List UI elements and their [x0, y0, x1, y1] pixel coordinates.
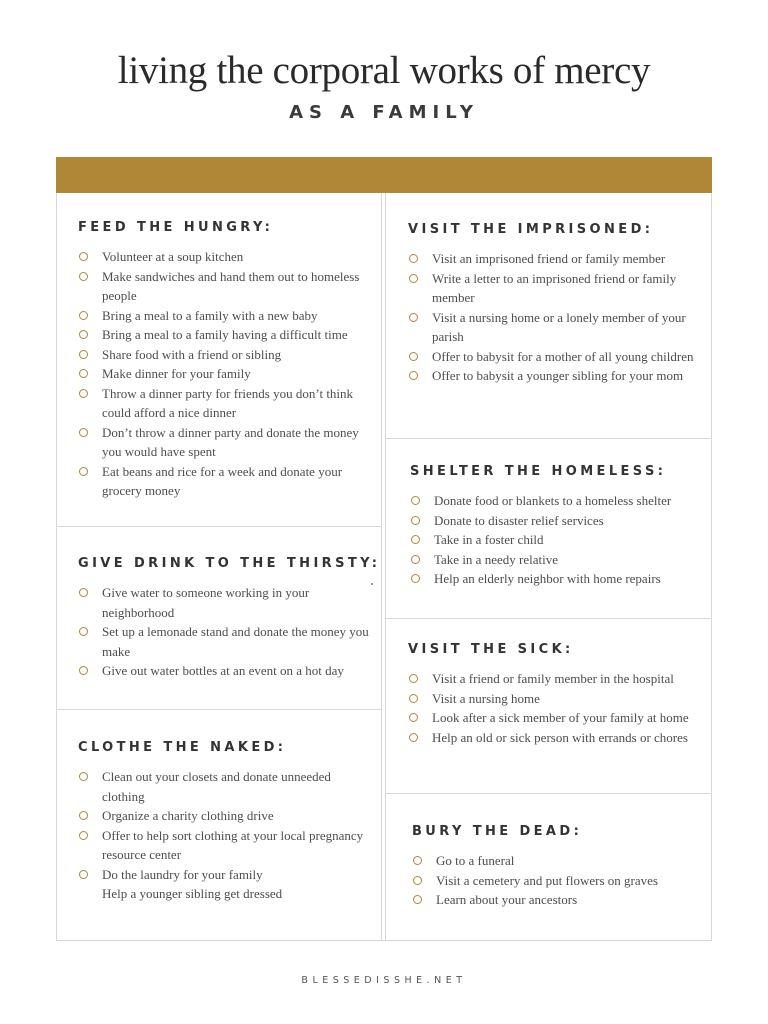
- section-title: FEED THE HUNGRY:: [78, 220, 274, 235]
- checklist-item[interactable]: [78, 462, 374, 501]
- checklist-item[interactable]: [408, 269, 698, 308]
- checklist-item[interactable]: [78, 865, 374, 885]
- checklist-item[interactable]: [408, 669, 700, 689]
- circle-checkbox-icon[interactable]: [79, 350, 88, 359]
- checklist-item[interactable]: [408, 249, 698, 269]
- item-label: Donate food or blankets to a homeless shelter: [434, 493, 672, 508]
- item-label: Take in a foster child: [434, 532, 544, 547]
- section-title: VISIT THE IMPRISONED:: [408, 222, 654, 237]
- circle-checkbox-icon[interactable]: [411, 555, 420, 564]
- checklist-item[interactable]: [412, 851, 702, 871]
- checklist-item[interactable]: [78, 364, 374, 384]
- checklist-item[interactable]: [408, 708, 700, 728]
- item-label: Donate to disaster relief services: [434, 512, 604, 528]
- circle-checkbox-icon[interactable]: [411, 516, 420, 525]
- section-title: VISIT THE SICK:: [408, 642, 574, 657]
- section-divider: [56, 526, 381, 527]
- circle-checkbox-icon[interactable]: [413, 895, 422, 904]
- item-label: Clean out your closets and donate unneeded clothing: [102, 769, 331, 804]
- checklist-item[interactable]: [410, 550, 700, 570]
- checklist-item[interactable]: [410, 530, 700, 550]
- section-title: CLOTHE THE NAKED:: [78, 740, 287, 755]
- section-bury-the-dead: [412, 824, 702, 910]
- checklist-item[interactable]: [78, 384, 374, 423]
- circle-checkbox-icon[interactable]: [79, 666, 88, 675]
- item-label: Organize a charity clothing drive: [102, 808, 274, 823]
- item-label: Set up a lemonade stand and donate the money you make: [102, 624, 369, 659]
- footer-url[interactable]: BLESSEDISSHE.NET: [301, 975, 467, 986]
- checklist-item[interactable]: [410, 511, 700, 531]
- item-label: Look after a sick member of your family at home: [432, 710, 689, 725]
- checklist-item[interactable]: [78, 767, 374, 806]
- item-label: Help a younger sibling get dressed: [102, 886, 283, 901]
- item-label: Don’t throw a dinner party and donate the money you would have spent: [102, 424, 359, 459]
- circle-checkbox-icon[interactable]: [79, 389, 88, 398]
- item-label: Help an elderly neighbor with home repairs: [434, 571, 661, 586]
- item-label: Give out water bottles at an event on a hot day: [102, 663, 344, 678]
- item-label: Bring a meal to a family with a new baby: [102, 307, 318, 323]
- checklist-item[interactable]: [78, 583, 374, 622]
- circle-checkbox-icon[interactable]: [79, 772, 88, 781]
- circle-checkbox-icon[interactable]: [411, 535, 420, 544]
- item-label: Visit an imprisoned friend or family member: [432, 251, 666, 266]
- checklist-item[interactable]: [408, 689, 700, 709]
- checklist-item[interactable]: [78, 423, 374, 462]
- item-label: Visit a nursing home: [432, 690, 540, 706]
- section-divider: [386, 793, 711, 794]
- checklist-item[interactable]: [412, 871, 702, 891]
- checklist-item[interactable]: [78, 247, 374, 267]
- circle-checkbox-icon[interactable]: [409, 254, 418, 263]
- stray-dot: [371, 583, 373, 585]
- section-visit-the-imprisoned: [408, 222, 698, 386]
- circle-checkbox-icon[interactable]: [79, 811, 88, 820]
- checklist-item[interactable]: [408, 308, 698, 347]
- checklist-item[interactable]: [78, 345, 374, 365]
- page-title: living the corporal works of mercy: [117, 49, 651, 92]
- checklist-item[interactable]: [408, 347, 698, 367]
- section-title: SHELTER THE HOMELESS:: [410, 464, 667, 479]
- item-label: Visit a friend or family member in the hospital: [432, 671, 674, 686]
- item-label: Take in a needy relative: [434, 551, 558, 567]
- item-label: Learn about your ancestors: [436, 892, 578, 907]
- section-divider: [386, 438, 711, 439]
- item-label: Throw a dinner party for friends you don’t think could afford a nice dinner: [102, 385, 354, 420]
- circle-checkbox-icon[interactable]: [411, 496, 420, 505]
- item-label: Help an old or sick person with errands or chores: [432, 729, 688, 745]
- circle-checkbox-icon[interactable]: [79, 330, 88, 339]
- checklist-item[interactable]: [78, 306, 374, 326]
- circle-checkbox-icon[interactable]: [409, 713, 418, 722]
- section-clothe-the-naked: [78, 740, 374, 904]
- checklist: [78, 247, 374, 501]
- circle-checkbox-icon[interactable]: [79, 627, 88, 636]
- column-divider: [381, 193, 382, 941]
- circle-checkbox-icon[interactable]: [79, 272, 88, 281]
- circle-checkbox-icon[interactable]: [79, 870, 88, 879]
- checklist-item[interactable]: [78, 661, 374, 681]
- accent-band: [56, 157, 712, 193]
- circle-checkbox-icon[interactable]: [409, 352, 418, 361]
- checklist: [78, 767, 374, 904]
- section-divider: [386, 618, 711, 619]
- item-label: Bring a meal to a family having a difficult time: [102, 327, 348, 342]
- circle-checkbox-icon[interactable]: [409, 694, 418, 703]
- circle-checkbox-icon[interactable]: [79, 428, 88, 437]
- circle-checkbox-icon[interactable]: [413, 876, 422, 885]
- checklist-item[interactable]: [408, 366, 698, 386]
- checklist-item[interactable]: [78, 267, 374, 306]
- circle-checkbox-icon[interactable]: [409, 274, 418, 283]
- checklist: [408, 669, 700, 747]
- item-label: Make dinner for your family: [102, 366, 251, 381]
- checklist-item[interactable]: [78, 325, 374, 345]
- item-label: Visit a nursing home or a lonely member of your parish: [432, 309, 686, 344]
- circle-checkbox-icon[interactable]: [409, 313, 418, 322]
- item-label: Give water to someone working in your neighborhood: [102, 585, 310, 620]
- section-title: GIVE DRINK TO THE THIRSTY:: [78, 556, 381, 571]
- section-feed-the-hungry: [78, 220, 374, 501]
- item-label: Write a letter to an imprisoned friend or family member: [432, 270, 677, 305]
- section-title: BURY THE DEAD:: [412, 824, 583, 839]
- checklist-item[interactable]: [78, 622, 374, 661]
- checklist-item[interactable]: [410, 491, 700, 511]
- item-label: Eat beans and rice for a week and donate your grocery money: [102, 463, 343, 498]
- item-label: Offer to babysit a younger sibling for your mom: [432, 368, 684, 383]
- checklist-item[interactable]: [412, 890, 702, 910]
- section-shelter-the-homeless: [410, 464, 700, 589]
- circle-checkbox-icon[interactable]: [79, 252, 88, 261]
- circle-checkbox-icon[interactable]: [411, 574, 420, 583]
- item-label: Visit a cemetery and put flowers on graves: [436, 872, 658, 888]
- item-label: Go to a funeral: [436, 853, 515, 868]
- section-visit-the-sick: [408, 642, 700, 747]
- circle-checkbox-icon[interactable]: [409, 674, 418, 683]
- item-label: Volunteer at a soup kitchen: [102, 249, 244, 264]
- checklist-item[interactable]: [410, 569, 700, 589]
- checklist: [410, 491, 700, 589]
- checklist: [412, 851, 702, 910]
- circle-checkbox-icon[interactable]: [79, 588, 88, 597]
- circle-checkbox-icon[interactable]: [409, 733, 418, 742]
- section-divider: [56, 709, 381, 710]
- column-divider: [385, 193, 386, 941]
- item-label: Make sandwiches and hand them out to homeless people: [102, 268, 360, 303]
- item-label: Offer to help sort clothing at your local pregnancy resource center: [102, 827, 364, 862]
- circle-checkbox-icon[interactable]: [79, 467, 88, 476]
- checklist-item[interactable]: [78, 826, 374, 865]
- checklist: [78, 583, 374, 681]
- circle-checkbox-icon[interactable]: [79, 831, 88, 840]
- checklist-item[interactable]: [78, 884, 374, 904]
- circle-checkbox-icon[interactable]: [413, 856, 422, 865]
- page-subtitle: AS A FAMILY: [289, 102, 479, 123]
- checklist-item[interactable]: [408, 728, 700, 748]
- circle-checkbox-icon[interactable]: [79, 311, 88, 320]
- section-give-drink: [78, 556, 381, 681]
- circle-checkbox-icon[interactable]: [409, 371, 418, 380]
- checklist-item[interactable]: [78, 806, 374, 826]
- checklist: [408, 249, 698, 386]
- circle-checkbox-icon[interactable]: [79, 369, 88, 378]
- item-label: Offer to babysit for a mother of all young children: [432, 348, 694, 364]
- item-label: Do the laundry for your family: [102, 866, 263, 882]
- item-label: Share food with a friend or sibling: [102, 346, 282, 362]
